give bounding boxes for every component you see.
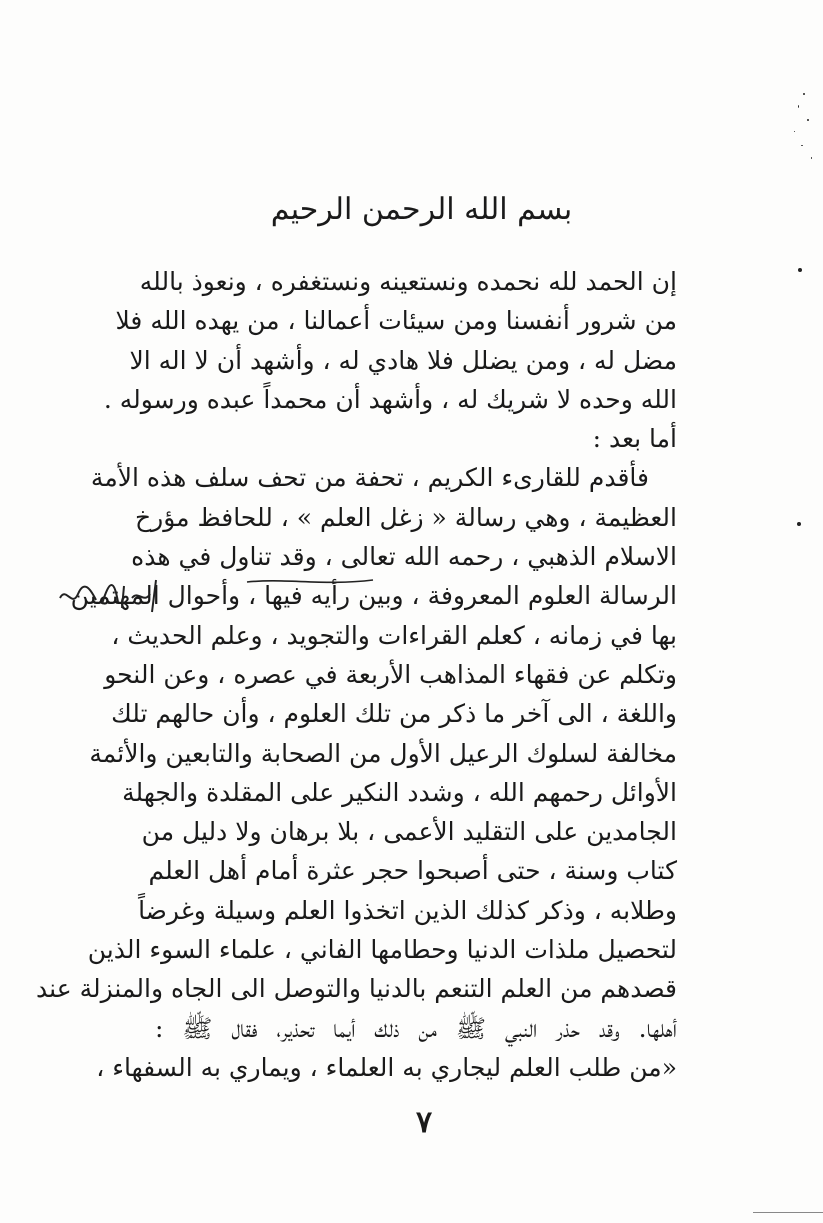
text-line: الجامدين على التقليد الأعمى ، بلا برهان ولا دليل من xyxy=(141,817,677,847)
text-line: واللغة ، الى آخر ما ذكر من تلك العلوم ، وأن حالهم تلك xyxy=(111,699,677,729)
basmala-heading: بسم الله الرحمن الرحيم xyxy=(270,192,573,227)
text-line: أما بعد : xyxy=(592,424,677,454)
text-line: الاسلام الذهبي ، رحمه الله تعالى ، وقد تناول في هذه xyxy=(131,542,677,572)
text-line: لتحصيل ملذات الدنيا وحطامها الفاني ، علماء السوء الذين xyxy=(87,935,677,965)
text-line: مضل له ، ومن يضلل فلا هادي له ، وأشهد أن لا اله الا xyxy=(129,345,677,375)
strike-mark xyxy=(245,572,375,592)
dot-mark xyxy=(797,522,801,526)
text-line: وتكلم عن فقهاء المذاهب الأربعة في عصره ، وعن النحو xyxy=(104,659,677,689)
text-line: «من طلب العلم ليجاري به العلماء ، ويماري به السفهاء ، xyxy=(96,1052,677,1082)
page-number: ٧ xyxy=(415,1105,433,1140)
text-line: فأقدم للقارىء الكريم ، تحفة من تحف سلف هذه الأمة xyxy=(90,463,649,493)
text-line: أهلها. وقد حذر النبي ﷺ من ذلك أيما تحذير، فقال ﷺ : xyxy=(155,1013,677,1043)
text-line: الأوائل رحمهم الله ، وشدد النكير على المقلدة والجهلة xyxy=(122,777,677,807)
text-line: كتاب وسنة ، حتى أصبحوا حجر عثرة أمام أهل العلم xyxy=(148,856,677,886)
handwritten-margin-note xyxy=(52,568,172,628)
body-text xyxy=(36,262,677,1087)
text-line: الله وحده لا شريك له ، وأشهد أن محمداً عبده ورسوله . xyxy=(103,384,677,414)
text-line: العظيمة ، وهي رسالة « زغل العلم » ، للحافظ مؤرخ xyxy=(135,502,677,532)
text-line: الرسالة العلوم المعروفة ، وبين رأيه فيها ، وأحوال المهتمين xyxy=(70,581,677,611)
text-line: بها في زمانه ، كعلم القراءات والتجويد ، وعلم الحديث ، xyxy=(111,620,677,650)
text-line: إن الحمد لله نحمده ونستعينه ونستغفره ، ونعوذ بالله xyxy=(139,267,677,296)
scan-edge-line xyxy=(753,1212,823,1213)
text-line: قصدهم من العلم التنعم بالدنيا والتوصل الى الجاه والمنزلة عند xyxy=(36,974,677,1004)
scan-noise xyxy=(783,85,823,175)
text-line: من شرور أنفسنا ومن سيئات أعمالنا ، من يهده الله فلا xyxy=(115,306,677,336)
text-line: وطلابه ، وذكر كذلك الذين اتخذوا العلم وسيلة وغرضاً xyxy=(138,895,677,925)
dot-mark xyxy=(798,268,802,272)
text-line: مخالفة لسلوك الرعيل الأول من الصحابة والتابعين والأئمة xyxy=(89,738,677,768)
